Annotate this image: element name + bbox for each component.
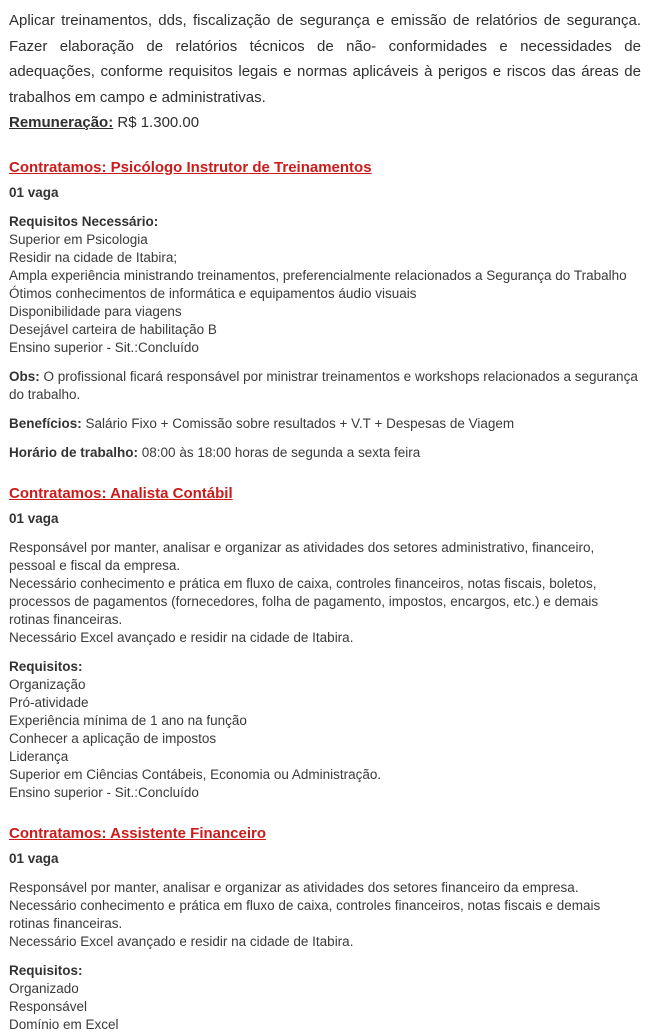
requirement-item: Organização: [9, 677, 86, 692]
requirement-item: Ampla experiência ministrando treinamentos, preferencialmente relacionados a Segurança do Trabalho: [9, 268, 627, 283]
obs-label: Obs:: [9, 369, 40, 384]
obs-note: [9, 368, 641, 404]
horario-text: 08:00 às 18:00 horas de segunda a sexta feira: [141, 445, 421, 460]
vacancies: 01 vaga: [9, 511, 59, 526]
description-block: [9, 539, 641, 647]
requirement-item: Experiência mínima de 1 ano na função: [9, 713, 247, 728]
description-paragraph: Necessário Excel avançado e residir na cidade de Itabira.: [9, 630, 354, 645]
job-section-assistente-financeiro: [9, 825, 641, 1034]
obs-text: O profissional ficará responsável por ministrar treinamentos e workshops relacionados a segurança do trabalho.: [9, 369, 638, 402]
job-heading: Contratamos: Psicólogo Instrutor de Treinamentos: [9, 159, 372, 176]
description-paragraph: Necessário Excel avançado e residir na cidade de Itabira.: [9, 934, 354, 949]
beneficios-note: [9, 415, 641, 433]
vacancies: 01 vaga: [9, 185, 59, 200]
intro-paragraph: Aplicar treinamentos, dds, fiscalização de segurança e emissão de relatórios de segurança. Fazer elaboração de relatórios técnicos de não- conformidades e necessidades de adequações, conforme requisitos legais e normas aplicáveis à perigos e riscos das áreas de trabalhos em campo e administrativas.: [9, 12, 641, 106]
description-paragraph: Responsável por manter, analisar e organizar as atividades dos setores administrativo, financeiro, pessoal e fiscal da empresa.: [9, 540, 595, 573]
requirements-label: Requisitos:: [9, 659, 83, 674]
requirement-item: Disponibilidade para viagens: [9, 304, 182, 319]
horario-note: [9, 444, 641, 462]
requirement-item: Superior em Psicologia: [9, 232, 148, 247]
description-paragraph: Responsável por manter, analisar e organizar as atividades dos setores financeiro da empresa.: [9, 880, 579, 895]
remuneration-value: R$ 1.300.00: [117, 114, 200, 131]
job-section-psicologo: [9, 159, 641, 462]
requirement-item: Pró-atividade: [9, 695, 89, 710]
requirements-label: Requisitos:: [9, 963, 83, 978]
requirement-item: Responsável: [9, 999, 88, 1014]
description-paragraph: Necessário conhecimento e prática em fluxo de caixa, controles financeiros, notas fiscais, boletos, processos de pagamentos (fornecedores, folha de pagamento, impostos, encargos, etc.) e demais rotinas financeiras.: [9, 576, 599, 627]
requirement-item: Superior em Ciências Contábeis, Economia ou Administração.: [9, 767, 382, 782]
requirements-block: [9, 962, 641, 1034]
requirement-item: Domínio em Excel: [9, 1017, 119, 1032]
description-paragraph: Necessário conhecimento e prática em fluxo de caixa, controles financeiros, notas fiscais e demais rotinas financeiras.: [9, 898, 601, 931]
requirement-item: Organizado: [9, 981, 79, 996]
horario-label: Horário de trabalho:: [9, 445, 139, 460]
requirements-block: [9, 658, 641, 802]
requirement-item: Conhecer a aplicação de impostos: [9, 731, 217, 746]
job-heading: Contratamos: Analista Contábil: [9, 485, 233, 502]
requirement-item: Ensino superior - Sit.:Concluído: [9, 340, 199, 355]
requirement-item: Ótimos conhecimentos de informática e equipamentos áudio visuais: [9, 286, 417, 301]
requirements-label: Requisitos Necessário:: [9, 214, 159, 229]
beneficios-text: Salário Fixo + Comissão sobre resultados + V.T + Despesas de Viagem: [85, 416, 515, 431]
remuneration-label: Remuneração:: [9, 114, 114, 131]
requirement-item: Desejável carteira de habilitação B: [9, 322, 217, 337]
requirement-item: Liderança: [9, 749, 69, 764]
requirements-block: [9, 213, 641, 357]
job-heading: Contratamos: Assistente Financeiro: [9, 825, 266, 842]
requirement-item: Residir na cidade de Itabira;: [9, 250, 178, 265]
remuneration-line: [9, 110, 641, 136]
requirement-item: Ensino superior - Sit.:Concluído: [9, 785, 199, 800]
vacancies: 01 vaga: [9, 851, 59, 866]
job-section-analista-contabil: [9, 485, 641, 802]
description-block: [9, 879, 641, 951]
beneficios-label: Benefícios:: [9, 416, 82, 431]
